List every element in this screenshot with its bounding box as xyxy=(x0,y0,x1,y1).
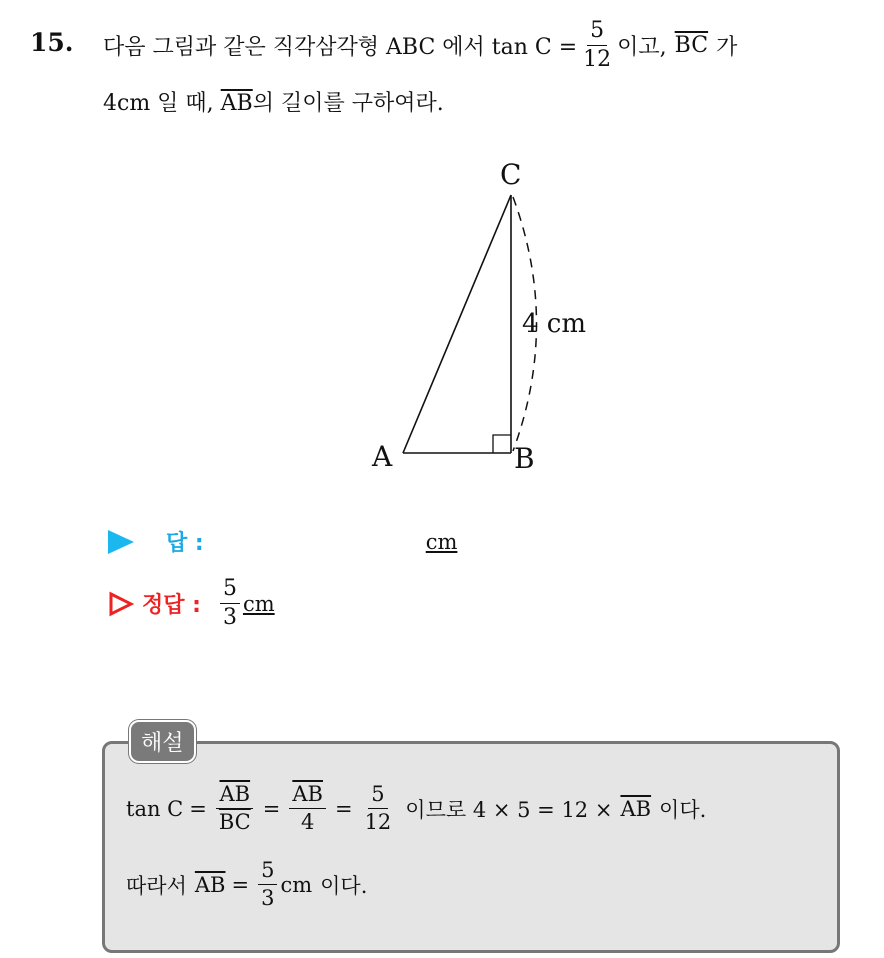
question-text-post: 이고, xyxy=(617,35,667,60)
solution-tag: 해설 xyxy=(129,720,196,763)
question-text-line2 xyxy=(103,86,444,117)
solution-fraction-2 xyxy=(289,784,326,833)
solution-line2-end: 이다. xyxy=(320,873,368,898)
side-ca xyxy=(403,195,511,453)
solution-line2 xyxy=(126,860,367,909)
solution-eq-1: = xyxy=(189,796,207,821)
question-text-pre: 다음 그림과 같은 직각삼각형 ABC 에서 tan C = xyxy=(103,35,578,60)
solution-fraction-1-denominator: BC xyxy=(218,810,251,834)
correct-answer-denominator: 3 xyxy=(222,605,237,630)
question-text-end: 가 xyxy=(716,35,738,60)
side-length-label: 4 cm xyxy=(522,309,587,339)
answer-label: 답 : xyxy=(166,531,204,556)
solution-fraction-2-numerator: $\overline{AB}$ xyxy=(289,784,326,809)
triangle-figure xyxy=(360,150,620,480)
question-text-line1 xyxy=(103,20,737,71)
question-text-line2-post: 의 길이를 구하여라. xyxy=(252,91,444,116)
solution-line2-numerator: 5 xyxy=(258,860,277,885)
tan-fraction-numerator: 5 xyxy=(587,20,607,46)
solution-fraction-3-denominator: 12 xyxy=(364,810,392,834)
solution-line2-segment: $\overline{AB}$ xyxy=(194,872,226,897)
solution-line2-fraction xyxy=(258,860,277,909)
question-number: 15. xyxy=(30,28,74,57)
solution-fraction-3-numerator: 5 xyxy=(368,784,387,809)
correct-answer-fraction xyxy=(220,578,240,629)
solution-eq-2: = xyxy=(262,796,281,821)
question-text-line2-pre: 4cm 일 때, xyxy=(103,91,214,116)
solution-line1-segment: $\overline{AB}$ xyxy=(620,796,652,821)
solution-line2-unit: cm xyxy=(280,872,313,897)
correct-answer-row xyxy=(108,578,275,629)
solution-tan: tan C xyxy=(126,796,184,821)
tan-fraction-denominator: 12 xyxy=(583,47,612,72)
segment-ab: $\overline{AB}$ xyxy=(220,91,253,116)
answer-unit: cm xyxy=(425,529,458,554)
solution-line1-end: 이다. xyxy=(659,797,707,822)
right-angle-mark xyxy=(493,435,511,453)
solution-line1-mid: 이므로 4 × 5 = 12 × xyxy=(405,797,613,822)
vertex-label-c: C xyxy=(500,158,522,191)
solution-fraction-1-numerator: $\overline{AB}$ xyxy=(216,784,253,809)
outline-triangle-right-icon xyxy=(108,591,134,617)
answer-row xyxy=(108,526,457,557)
solution-line2-pre: 따라서 xyxy=(126,873,187,898)
solution-fraction-3 xyxy=(362,784,395,833)
vertex-label-b: B xyxy=(514,442,535,475)
vertex-label-a: A xyxy=(372,440,393,473)
correct-answer-numerator: 5 xyxy=(220,578,240,604)
solution-line2-denominator: 3 xyxy=(261,886,275,910)
segment-bc: $\overline{BC}$ xyxy=(674,33,709,58)
correct-answer-label: 정답 : xyxy=(142,593,201,618)
solution-eq-3: = xyxy=(334,796,353,821)
correct-answer-unit: cm xyxy=(242,591,275,616)
solution-fraction-1 xyxy=(216,784,254,833)
solution-line1 xyxy=(126,784,706,833)
solution-fraction-2-denominator: 4 xyxy=(300,810,315,834)
solution-box xyxy=(102,741,840,953)
solution-line2-eq: = xyxy=(231,872,250,897)
filled-triangle-right-icon xyxy=(108,530,134,554)
tan-fraction xyxy=(580,20,614,71)
